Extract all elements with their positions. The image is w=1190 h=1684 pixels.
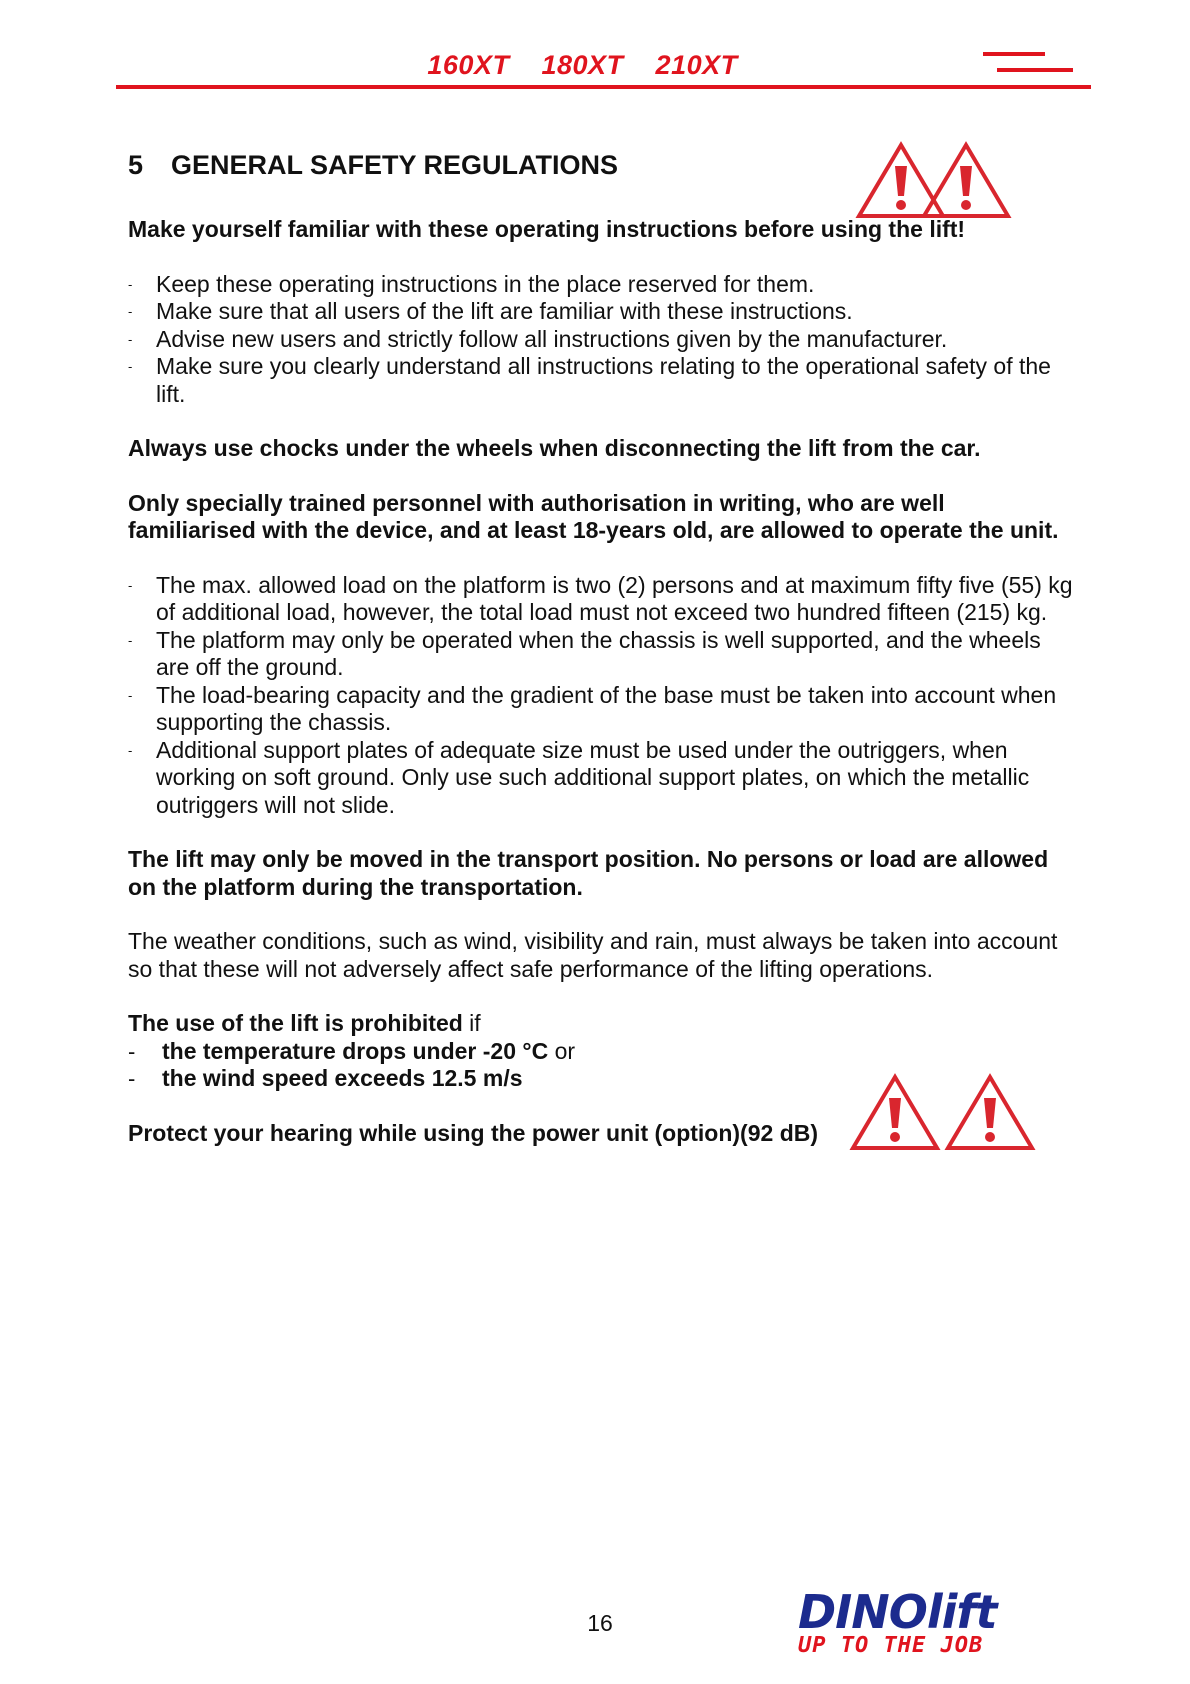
model-180xt: 180XT <box>541 50 624 80</box>
dinolift-logo <box>798 1585 1008 1658</box>
transport-rule: The lift may only be moved in the transport position. No persons or load are allowed on the platform during the transportation. <box>128 846 1049 900</box>
section-heading <box>128 148 1078 182</box>
header-logo-lines <box>983 52 1073 76</box>
list-item: - Make sure that all users of the lift are familiar with these instructions. <box>128 298 853 324</box>
general-list <box>128 271 1078 409</box>
main-content <box>128 148 1078 1147</box>
header-rule <box>116 85 1091 89</box>
list-item: - The load-bearing capacity and the gradient of the base must be taken into account when supporting the chassis. <box>128 681 1057 735</box>
warning-triangle-icon <box>944 1072 1036 1152</box>
warning-triangle-icon <box>849 1072 941 1152</box>
list-item: - the wind speed exceeds 12.5 m/s <box>128 1065 523 1091</box>
weather-note: The weather conditions, such as wind, visibility and rain, must always be taken into account so that these will not adversely affect safe performance of the lifting operations. <box>128 928 1058 982</box>
intro-instruction: Make yourself familiar with these operating instructions before using the lift! <box>128 216 966 242</box>
list-item: - Additional support plates of adequate size must be used under the outriggers, when working on soft ground. Only use such additional support plates, on which the metallic outriggers will not slide. <box>128 736 1030 818</box>
list-item: - Make sure you clearly understand all instructions relating to the operational safety of the lift. <box>128 353 1051 407</box>
logo-name: DINOlift <box>798 1585 997 1639</box>
model-160xt: 160XT <box>427 50 510 80</box>
chocks-warning: Always use chocks under the wheels when disconnecting the lift from the car. <box>128 435 981 461</box>
list-item: - the temperature drops under -20 °C or <box>128 1037 576 1064</box>
logo-tagline: UP TO THE JOB <box>798 1633 984 1658</box>
section-number: 5 <box>128 150 144 180</box>
page-number: 16 <box>587 1610 613 1636</box>
list-item: - Advise new users and strictly follow all instructions given by the manufacturer. <box>128 325 948 352</box>
load-list <box>128 572 1078 820</box>
personnel-requirement: Only specially trained personnel with authorisation in writing, who are well familiarised with the device, and at least 18-years old, are allowed to operate the unit. <box>128 489 1059 543</box>
prohibited-lead: The use of the lift is prohibited if <box>128 1010 481 1036</box>
list-item: - The max. allowed load on the platform is two (2) persons and at maximum fifty five (55) kg of additional load, however, the total load must not exceed two hundred fifteen (215) kg. <box>128 571 1073 625</box>
section-title: GENERAL SAFETY REGULATIONS <box>171 150 619 180</box>
model-210xt: 210XT <box>655 50 738 80</box>
list-item: - The platform may only be operated when the chassis is well supported, and the wheels are off the ground. <box>128 626 1041 680</box>
list-item: - Keep these operating instructions in the place reserved for them. <box>128 270 815 297</box>
hearing-protection: Protect your hearing while using the power unit (option)(92 dB) <box>128 1119 819 1146</box>
